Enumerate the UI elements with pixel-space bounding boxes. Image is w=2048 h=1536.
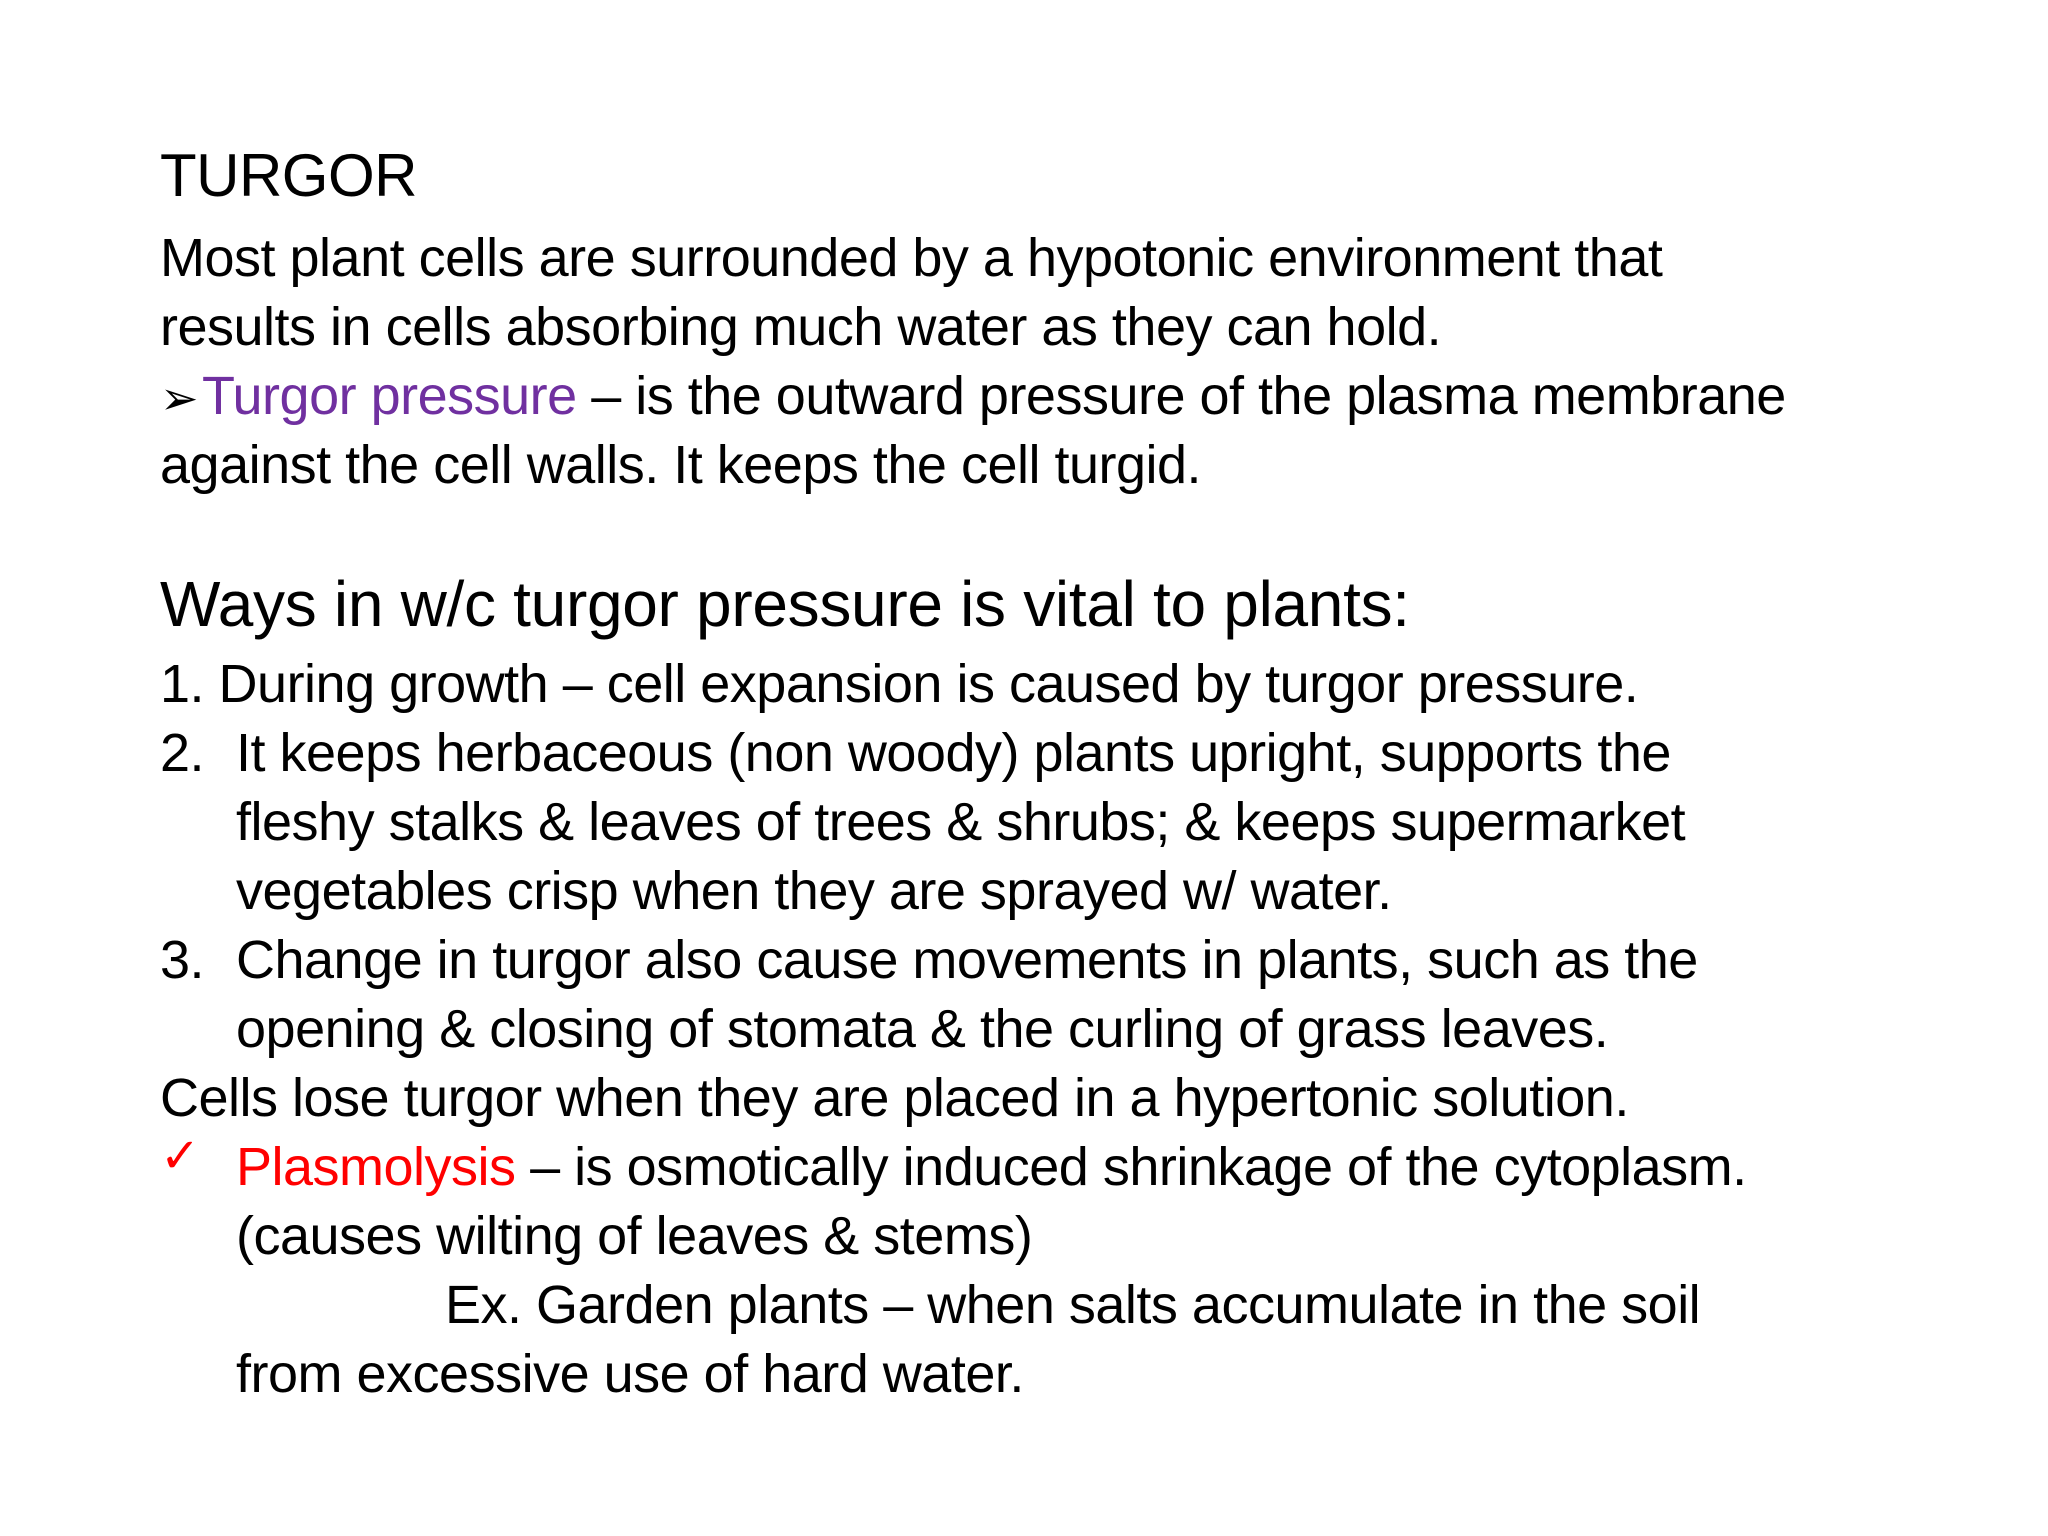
turgor-pressure-term: Turgor pressure (202, 366, 577, 426)
turgor-definition-text: – is the outward pressure of the plasma membrane (576, 366, 1786, 426)
checkmark-icon: ✓ (160, 1130, 201, 1183)
example-line-1: Ex. Garden plants – when salts accumulate in the soil (445, 1275, 1701, 1335)
ways-item-3-line-1 (160, 926, 1698, 994)
ways-item-3-number: 3. (160, 930, 205, 990)
ways-item-3-line-2: opening & closing of stomata & the curling of grass leaves. (236, 999, 1609, 1059)
turgor-definition-line-1 (160, 362, 1786, 432)
turgor-definition-line-2: against the cell walls. It keeps the cell turgid. (160, 435, 1202, 495)
ways-heading: Ways in w/c turgor pressure is vital to plants: (160, 568, 1410, 640)
ways-item-2-number: 2. (160, 723, 205, 783)
lose-turgor-line: Cells lose turgor when they are placed in a hypertonic solution. (160, 1068, 1629, 1128)
arrow-bullet-icon: ➢ (160, 372, 199, 424)
ways-item-2-line-3: vegetables crisp when they are sprayed w/ water. (236, 861, 1392, 921)
ways-item-2-line-1 (160, 719, 1671, 787)
plasmolysis-term: Plasmolysis (236, 1137, 516, 1197)
plasmolysis-line-2: (causes wilting of leaves & stems) (236, 1206, 1033, 1266)
ways-item-3-text: Change in turgor also cause movements in plants, such as the (236, 930, 1698, 990)
intro-line-1: Most plant cells are surrounded by a hypotonic environment that (160, 228, 1663, 288)
ways-item-2-line-2: fleshy stalks & leaves of trees & shrubs; & keeps supermarket (236, 792, 1686, 852)
plasmolysis-definition-text: – is osmotically induced shrinkage of the cytoplasm. (515, 1137, 1747, 1197)
example-line-2: from excessive use of hard water. (236, 1344, 1024, 1404)
intro-line-2: results in cells absorbing much water as they can hold. (160, 297, 1442, 357)
plasmolysis-line-1 (236, 1133, 1747, 1201)
ways-item-1: 1. During growth – cell expansion is caused by turgor pressure. (160, 654, 1639, 714)
slide-title: TURGOR (160, 142, 417, 209)
ways-item-2-text: It keeps herbaceous (non woody) plants upright, supports the (236, 723, 1671, 783)
